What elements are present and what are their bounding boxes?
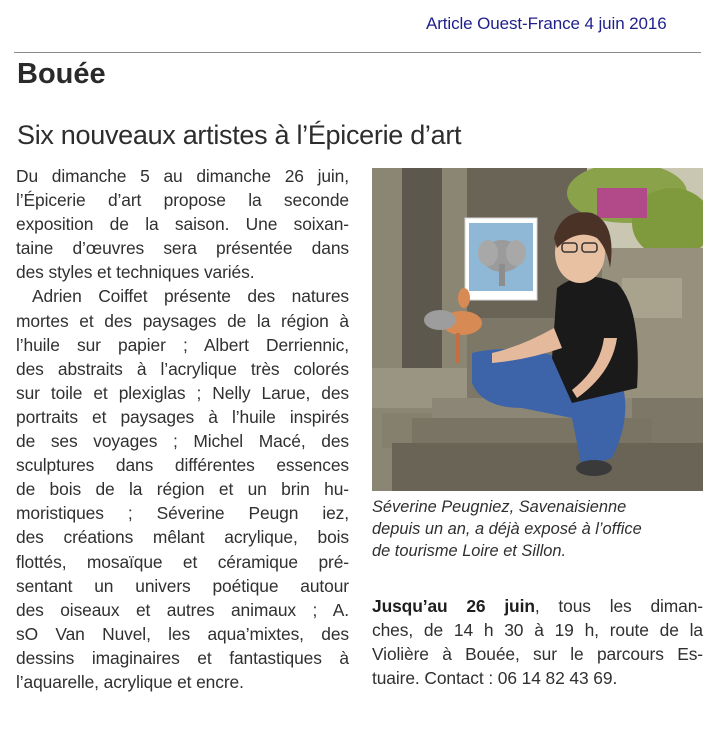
info-line: ches, de 14 h 30 à 19 h, route de la (372, 620, 703, 641)
photo-caption (372, 496, 703, 562)
caption-line: Séverine Peugniez, Savenaisienne (372, 498, 627, 516)
body-line: dessins imaginaires et fantastiques à (16, 647, 349, 668)
body-line: sculptures dans différentes essences (16, 455, 349, 476)
header-divider (14, 52, 701, 53)
caption-line: depuis un an, a déjà exposé à l’office (372, 520, 642, 538)
article-source-line: Article Ouest-France 4 juin 2016 (426, 14, 667, 33)
body-line: des abstraits à l’acrylique très colorés (16, 358, 349, 379)
body-line: sentant un univers poétique autour (16, 575, 349, 596)
body-line: l’Épicerie d’art propose la seconde (16, 190, 349, 211)
info-date-lead: Jusqu’au 26 juin (372, 596, 535, 616)
caption-line: de tourisme Loire et Sillon. (372, 542, 567, 560)
body-line: de bois de la région et un brin hu- (16, 479, 349, 500)
body-line: taine d’œuvres sera présentée dans (16, 238, 349, 259)
info-line: tuaire. Contact : 06 14 82 43 69. (372, 668, 618, 689)
article-headline: Six nouveaux artistes à l’Épicerie d’art (17, 120, 462, 150)
section-title: Bouée (17, 58, 106, 90)
article-photo (372, 168, 703, 491)
body-line: des créations mêlant acrylique, bois (16, 527, 349, 548)
body-line: de ses voyages ; Michel Macé, des (16, 431, 349, 452)
info-line: Violière à Bouée, sur le parcours Es- (372, 644, 703, 665)
body-line: moristiques ; Séverine Peugn iez, (16, 503, 349, 524)
body-line: mortes et des paysages de la région à (16, 310, 349, 331)
body-line: des styles et techniques variés. (16, 262, 255, 283)
body-line: exposition de la saison. Une soixan- (16, 214, 349, 235)
article-body (16, 164, 349, 694)
body-line: sur toile et plexiglas ; Nelly Larue, des (16, 382, 349, 403)
info-line-rest: , tous les diman- (534, 596, 704, 616)
body-line: l’aquarelle, acrylique et encre. (16, 671, 244, 692)
body-line: flottés, mosaïque et céramique pré- (16, 551, 349, 572)
body-line: l’huile sur papier ; Albert Derriennic, (16, 334, 349, 355)
practical-info (372, 594, 703, 690)
body-line: Du dimanche 5 au dimanche 26 juin, (16, 166, 349, 186)
body-line: portraits et paysages à l’huile inspirés (16, 406, 349, 427)
body-line: des oiseaux et autres animaux ; A. (16, 599, 349, 620)
body-line: Adrien Coiffet présente des natures (32, 286, 349, 307)
body-line: sO Van Nuvel, les aqua’mixtes, des (16, 623, 349, 644)
info-line (372, 594, 703, 618)
